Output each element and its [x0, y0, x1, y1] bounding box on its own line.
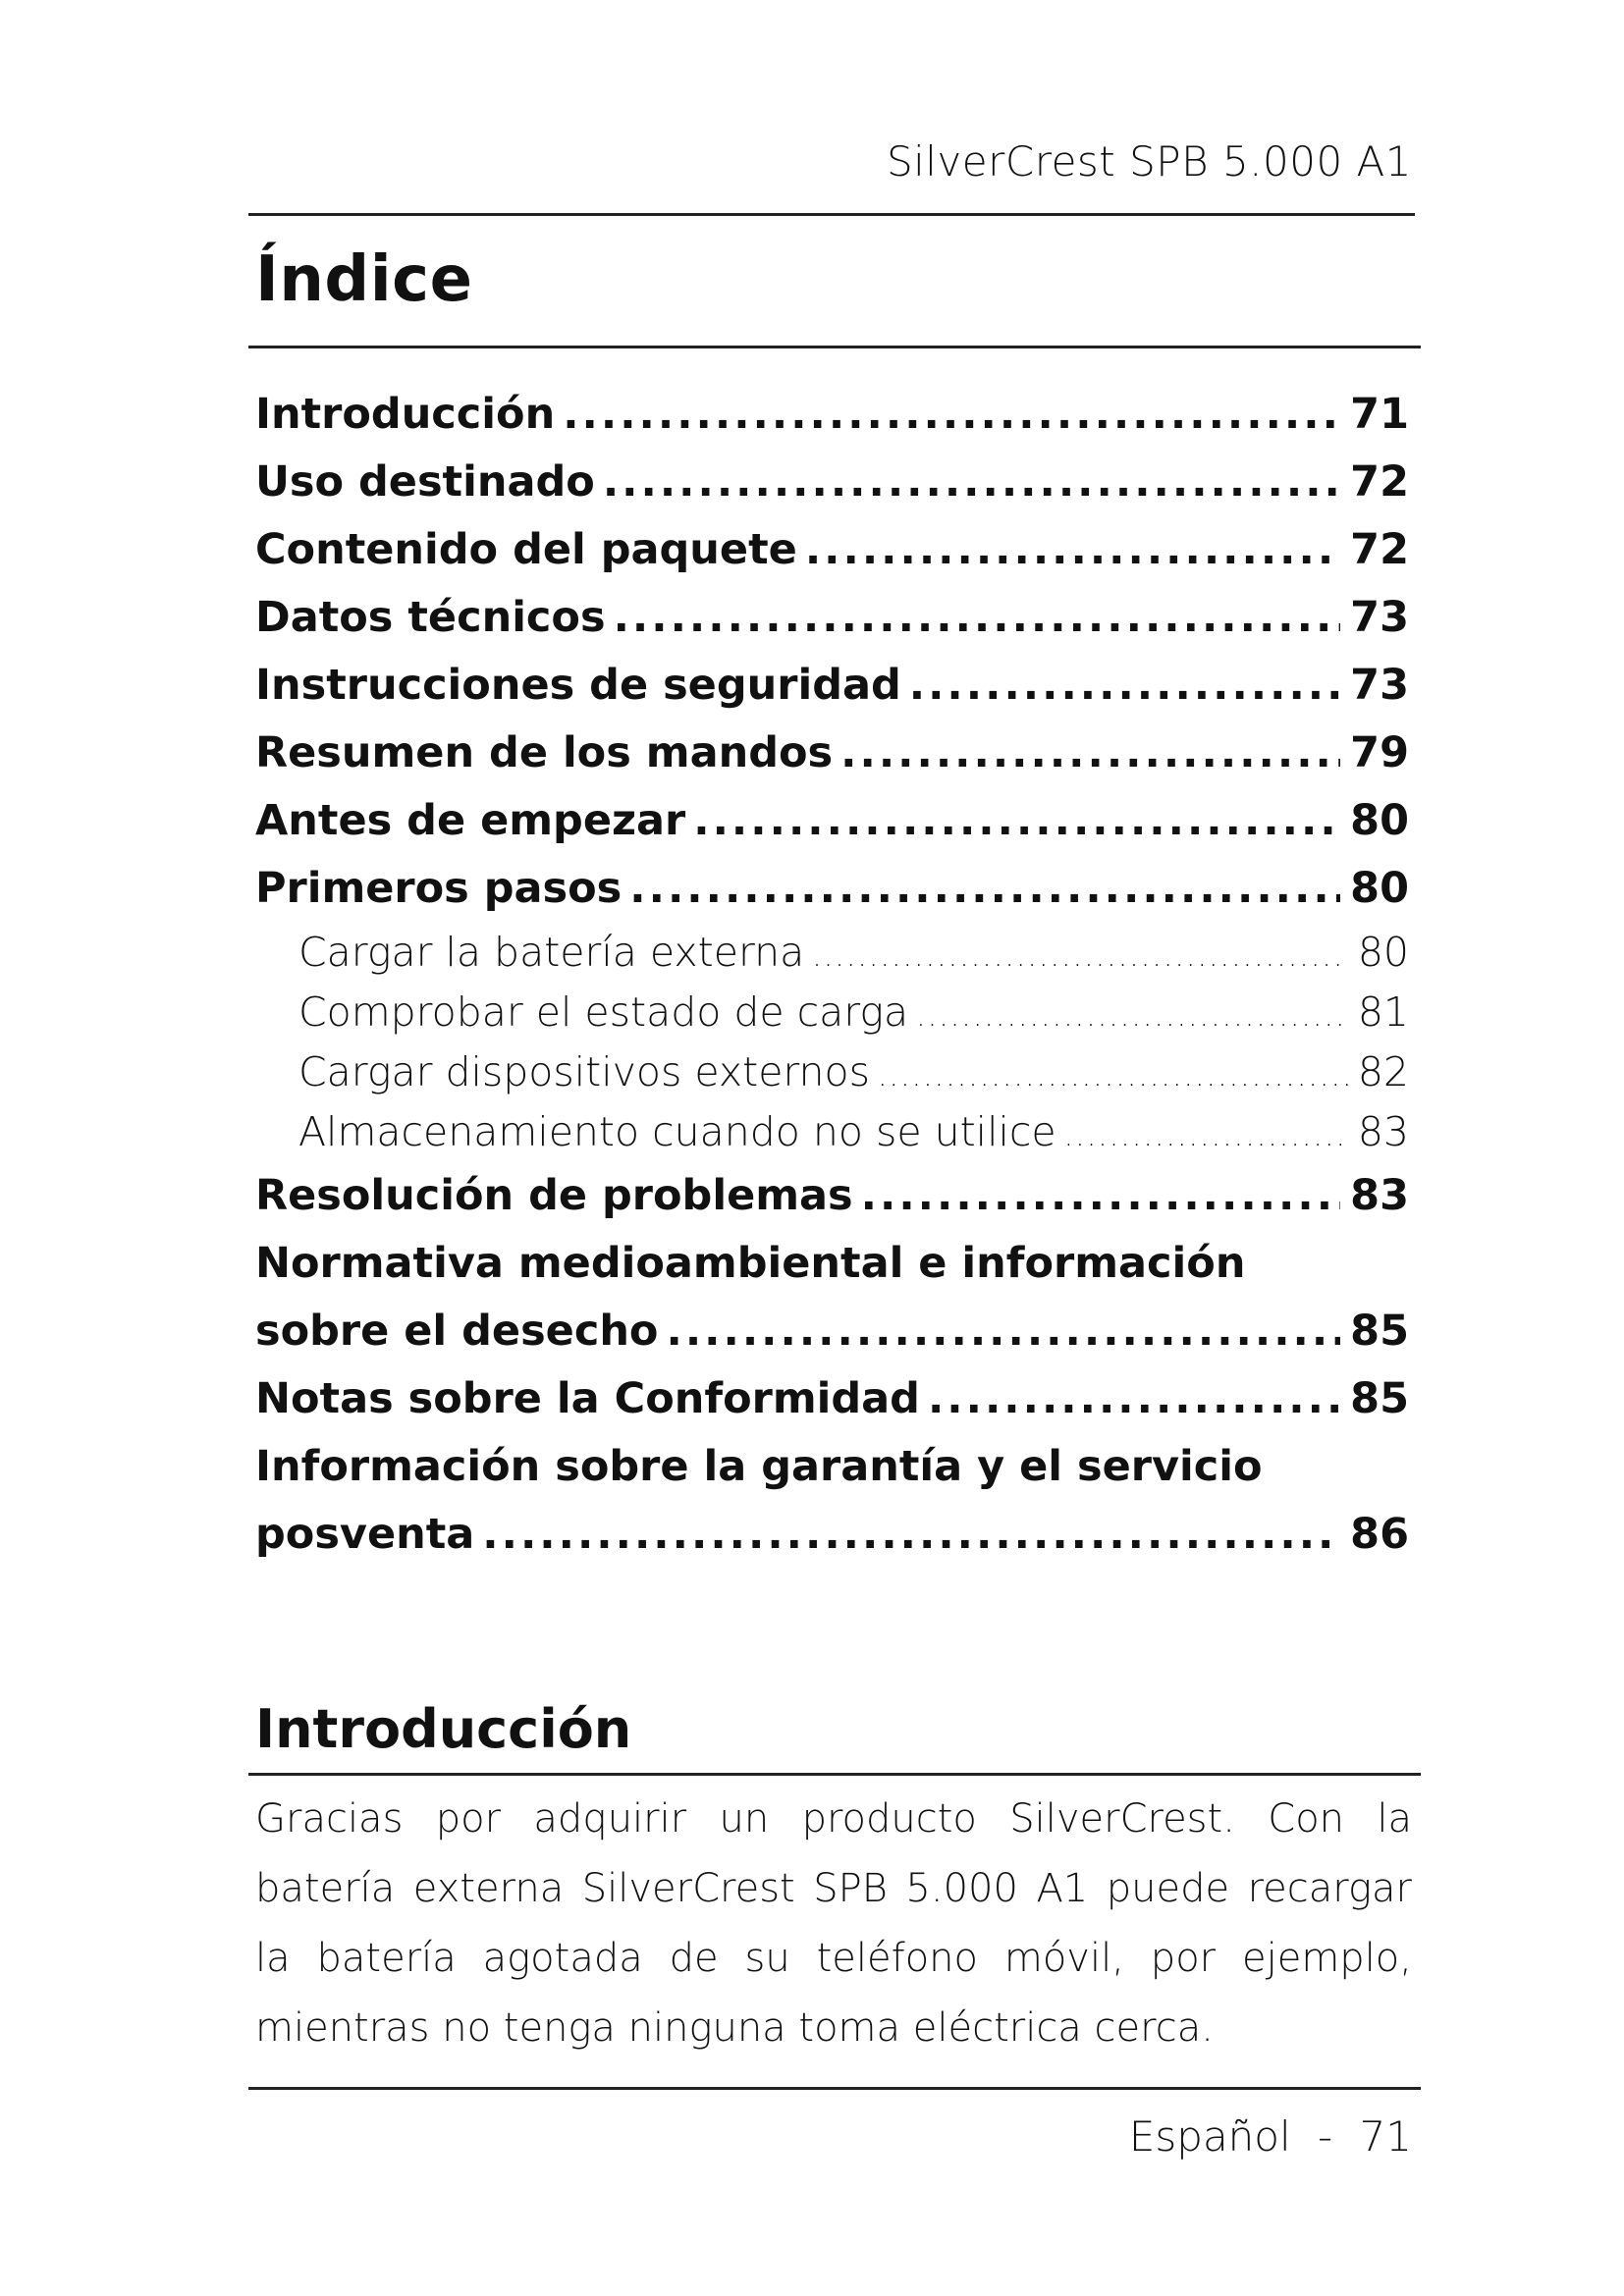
running-header: SilverCrest SPB 5.000 A1 — [886, 137, 1412, 186]
toc-entry-garantia-line1[interactable] — [255, 1433, 1409, 1501]
toc-entry-notas-conformidad[interactable] — [255, 1365, 1409, 1433]
toc-entry-page: 73 — [1350, 661, 1409, 710]
toc-entry-page: 81 — [1357, 988, 1409, 1036]
dot-leader — [916, 987, 1348, 1042]
dot-leader — [928, 1365, 1340, 1433]
footer-separator: - — [1318, 2112, 1333, 2161]
toc-entry-label: Información sobre la garantía y el servicio — [255, 1442, 1263, 1491]
toc-entry-resumen-de-los-mandos[interactable] — [255, 720, 1409, 787]
toc-entry-page: 73 — [1350, 593, 1409, 642]
toc-entry-resolucion-de-problemas[interactable] — [255, 1162, 1409, 1230]
dot-leader — [603, 449, 1340, 516]
toc-entry-label: Notas sobre la Conformidad — [255, 1374, 920, 1423]
toc-entry-label: Resolución de problemas — [255, 1171, 853, 1220]
toc-entry-page: 80 — [1357, 929, 1409, 976]
dot-leader — [563, 381, 1340, 449]
toc-entry-primeros-pasos[interactable] — [255, 855, 1409, 923]
dot-leader — [666, 1298, 1340, 1365]
toc-entry-label: Uso destinado — [255, 457, 595, 507]
introduction-paragraph: Gracias por adquirir un producto SilverCrest. Con la batería externa SilverCrest SPB 5.000 A1 puede recargar la batería agotada de su teléfono móvil, por ejemplo, mientras no tenga ninguna toma eléctrica cerca. — [255, 1796, 1412, 2051]
toc-entry-page: 85 — [1350, 1374, 1409, 1423]
toc-entry-page: 83 — [1357, 1108, 1409, 1155]
title-rule — [248, 346, 1421, 348]
dot-leader — [482, 1501, 1340, 1569]
toc-entry-label: Primeros pasos — [255, 864, 623, 913]
dot-leader — [693, 787, 1340, 855]
introduction-heading: Introducción — [255, 1698, 632, 1760]
header-rule — [248, 213, 1415, 216]
dot-leader — [861, 1162, 1341, 1230]
toc-entry-page: 82 — [1357, 1048, 1409, 1095]
dot-leader — [840, 720, 1340, 787]
toc-subentry-cargar-la-bateria[interactable] — [255, 923, 1409, 983]
toc-subentry-almacenamiento[interactable] — [255, 1102, 1409, 1162]
toc-entry-normativa-line1[interactable] — [255, 1230, 1409, 1298]
toc-entry-label: Instrucciones de seguridad — [255, 661, 901, 710]
dot-leader — [805, 516, 1340, 584]
toc-entry-page: 86 — [1350, 1510, 1409, 1559]
table-of-contents — [255, 381, 1409, 1569]
toc-entry-garantia[interactable] — [255, 1501, 1409, 1569]
toc-entry-label: sobre el desecho — [255, 1307, 659, 1356]
toc-subentry-comprobar-estado[interactable] — [255, 983, 1409, 1042]
toc-entry-label: Datos técnicos — [255, 593, 606, 642]
toc-entry-label: Comprobar el estado de carga — [298, 988, 909, 1036]
section-rule — [248, 1773, 1421, 1776]
toc-entry-page: 80 — [1350, 796, 1409, 845]
toc-subentry-cargar-dispositivos[interactable] — [255, 1042, 1409, 1102]
toc-entry-page: 85 — [1350, 1307, 1409, 1356]
toc-entry-page: 72 — [1350, 525, 1409, 574]
dot-leader — [629, 855, 1340, 923]
toc-entry-page: 72 — [1350, 457, 1409, 507]
footer-page-number: 71 — [1359, 2112, 1412, 2161]
toc-title: Índice — [255, 243, 473, 316]
toc-entry-label: Introducción — [255, 390, 556, 439]
dot-leader — [878, 1046, 1348, 1102]
toc-entry-contenido-del-paquete[interactable] — [255, 516, 1409, 584]
toc-entry-page: 71 — [1350, 390, 1409, 439]
toc-entry-label: Contenido del paquete — [255, 525, 797, 574]
toc-entry-label: Cargar la batería externa — [298, 929, 805, 976]
toc-entry-label: Almacenamiento cuando no se utilice — [298, 1108, 1056, 1155]
dot-leader — [1064, 1106, 1348, 1162]
toc-entry-label: Cargar dispositivos externos — [298, 1048, 870, 1095]
toc-entry-label: posventa — [255, 1510, 475, 1559]
toc-entry-datos-tecnicos[interactable] — [255, 584, 1409, 652]
footer-language: Español — [1128, 2112, 1291, 2161]
footer-rule — [248, 2087, 1421, 2090]
toc-entry-uso-destinado[interactable] — [255, 449, 1409, 516]
toc-entry-normativa[interactable] — [255, 1298, 1409, 1365]
toc-entry-label: Resumen de los mandos — [255, 728, 834, 777]
toc-entry-label: Antes de empezar — [255, 796, 686, 845]
toc-entry-label: Normativa medioambiental e información — [255, 1239, 1246, 1288]
toc-entry-page: 79 — [1350, 728, 1409, 777]
toc-entry-introduccion[interactable] — [255, 381, 1409, 449]
dot-leader — [909, 652, 1340, 720]
dot-leader — [812, 927, 1348, 983]
toc-entry-antes-de-empezar[interactable] — [255, 787, 1409, 855]
toc-entry-instrucciones-de-seguridad[interactable] — [255, 652, 1409, 720]
dot-leader — [614, 584, 1341, 652]
toc-entry-page: 80 — [1350, 864, 1409, 913]
toc-entry-page: 83 — [1350, 1171, 1409, 1220]
page-footer — [253, 2112, 1412, 2161]
